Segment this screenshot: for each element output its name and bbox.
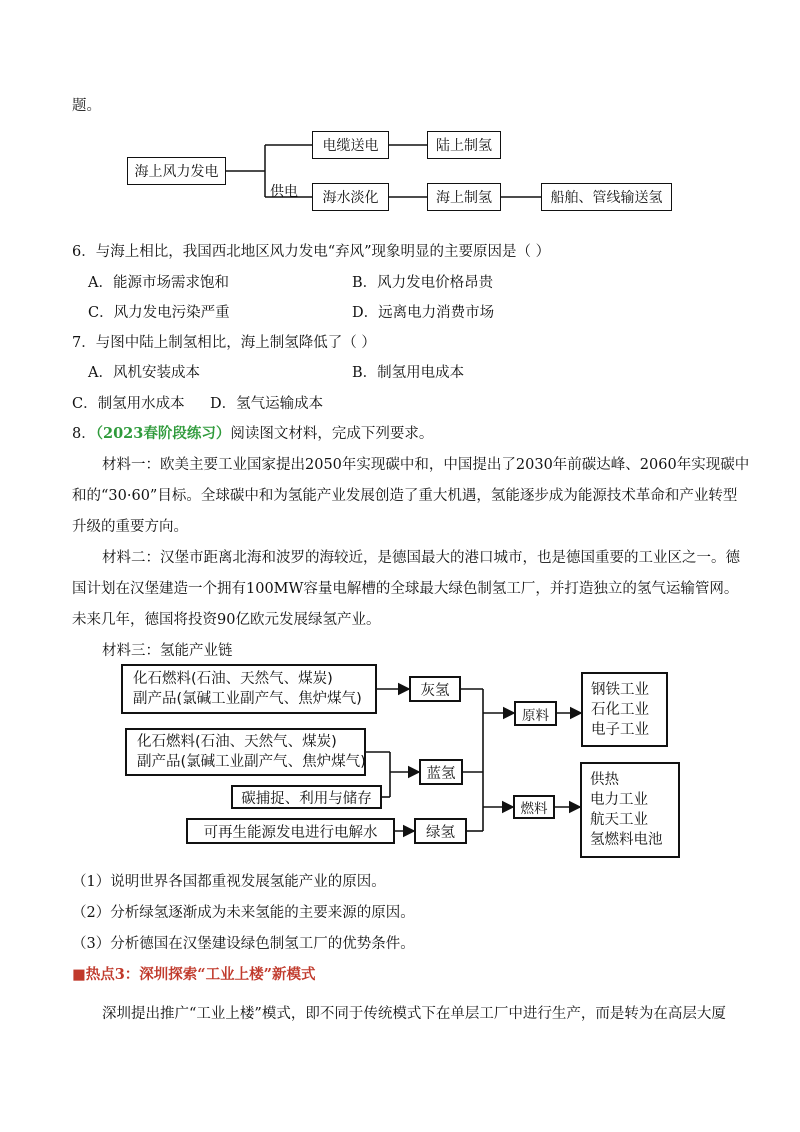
q8-source-tag: （2023春阶段练习） xyxy=(95,425,231,442)
source-renewable-electrolysis: 可再生能源发电进行电解水 xyxy=(186,818,395,844)
output-raw-item: 电子工业 xyxy=(591,722,649,738)
intro-tail: 题。 xyxy=(72,98,101,114)
source-ccus: 碳捕捉、利用与储存 xyxy=(231,785,382,809)
node-offshore-h2: 海上制氢 xyxy=(427,183,501,211)
q8-number: 8． xyxy=(72,426,96,442)
node-fuel: 燃料 xyxy=(513,795,555,819)
hot-topic-3-heading: ■热点3：深圳探索“工业上楼”新模式 xyxy=(72,966,316,983)
node-desalination: 海水淡化 xyxy=(312,183,389,211)
source-fossil-gray-line2: 副产品(氯碱工业副产气、焦炉煤气) xyxy=(133,691,362,707)
source-fossil-gray xyxy=(121,664,377,714)
q7-option-c: C．制氢用水成本 xyxy=(72,396,185,412)
sub-question-3: （3）分析德国在汉堡建设绿色制氢工厂的优势条件。 xyxy=(72,936,415,952)
q6-option-c: C．风力发电污染严重 xyxy=(88,305,230,321)
q7-stem: 7．与图中陆上制氢相比，海上制氢降低了（ ） xyxy=(72,335,376,351)
sub-question-1: （1）说明世界各国都重视发展氢能产业的原因。 xyxy=(72,874,386,890)
output-raw-item: 石化工业 xyxy=(591,702,649,718)
q7-option-a: A．风机安装成本 xyxy=(88,365,200,381)
material1-line2: 和的“30·60”目标。全球碳中和为氢能产业发展创造了重大机遇，氢能逐步成为能源技术革命和产业转型 xyxy=(72,488,738,504)
node-cable: 电缆送电 xyxy=(312,131,389,159)
q6-stem: 6．与海上相比，我国西北地区风力发电“弃风”现象明显的主要原因是（ ） xyxy=(72,244,551,260)
q8-instruction: 阅读图文材料，完成下列要求。 xyxy=(230,426,434,442)
node-raw-material: 原料 xyxy=(514,701,557,726)
output-fuel-item: 供热 xyxy=(590,772,619,788)
source-fossil-blue xyxy=(125,728,366,776)
node-transport-h2: 船舶、管线输送氢 xyxy=(541,183,672,211)
source-fossil-blue-line2: 副产品(氯碱工业副产气、焦炉煤气) xyxy=(137,754,366,770)
hot-topic-3-paragraph: 深圳提出推广“工业上楼”模式，即不同于传统模式下在单层工厂中进行生产，而是转为在高层大厦 xyxy=(102,1006,726,1022)
q7-option-d: D．氢气运输成本 xyxy=(210,396,324,412)
material2-line1: 材料二：汉堡市距离北海和波罗的海较近，是德国最大的港口城市，也是德国重要的工业区之一。德 xyxy=(102,550,740,566)
q7-option-b: B．制氢用电成本 xyxy=(352,365,465,381)
output-fuel-uses xyxy=(580,762,680,858)
material2-line3: 未来几年，德国将投资90亿欧元发展绿氢产业。 xyxy=(72,612,381,628)
node-green-hydrogen: 绿氢 xyxy=(414,818,467,844)
source-fossil-blue-line1: 化石燃料(石油、天然气、煤炭) xyxy=(137,734,337,750)
output-raw-uses xyxy=(581,672,668,747)
source-fossil-gray-line1: 化石燃料(石油、天然气、煤炭) xyxy=(133,671,333,687)
q6-option-a: A．能源市场需求饱和 xyxy=(88,275,229,291)
branch-label-power: 供电 xyxy=(270,184,298,200)
node-offshore-wind: 海上风力发电 xyxy=(127,157,226,185)
material1-line1: 材料一：欧美主要工业国家提出2050年实现碳中和，中国提出了2030年前碳达峰、2060年实现碳中 xyxy=(102,457,750,473)
node-onshore-h2: 陆上制氢 xyxy=(427,131,501,159)
output-fuel-item: 航天工业 xyxy=(590,812,648,828)
material2-line2: 国计划在汉堡建造一个拥有100MW容量电解槽的全球最大绿色制氢工厂，并打造独立的氢气运输管网。 xyxy=(72,581,739,597)
material3-title: 材料三：氢能产业链 xyxy=(102,643,233,659)
output-raw-item: 钢铁工业 xyxy=(591,682,649,698)
output-fuel-item: 氢燃料电池 xyxy=(590,832,663,848)
material1-line3: 升级的重要方向。 xyxy=(72,519,188,535)
node-gray-hydrogen: 灰氢 xyxy=(409,676,461,702)
q6-option-d: D．远离电力消费市场 xyxy=(352,305,495,321)
output-fuel-item: 电力工业 xyxy=(590,792,648,808)
sub-question-2: （2）分析绿氢逐渐成为未来氢能的主要来源的原因。 xyxy=(72,905,415,921)
q6-option-b: B．风力发电价格昂贵 xyxy=(352,275,494,291)
node-blue-hydrogen: 蓝氢 xyxy=(419,759,463,785)
